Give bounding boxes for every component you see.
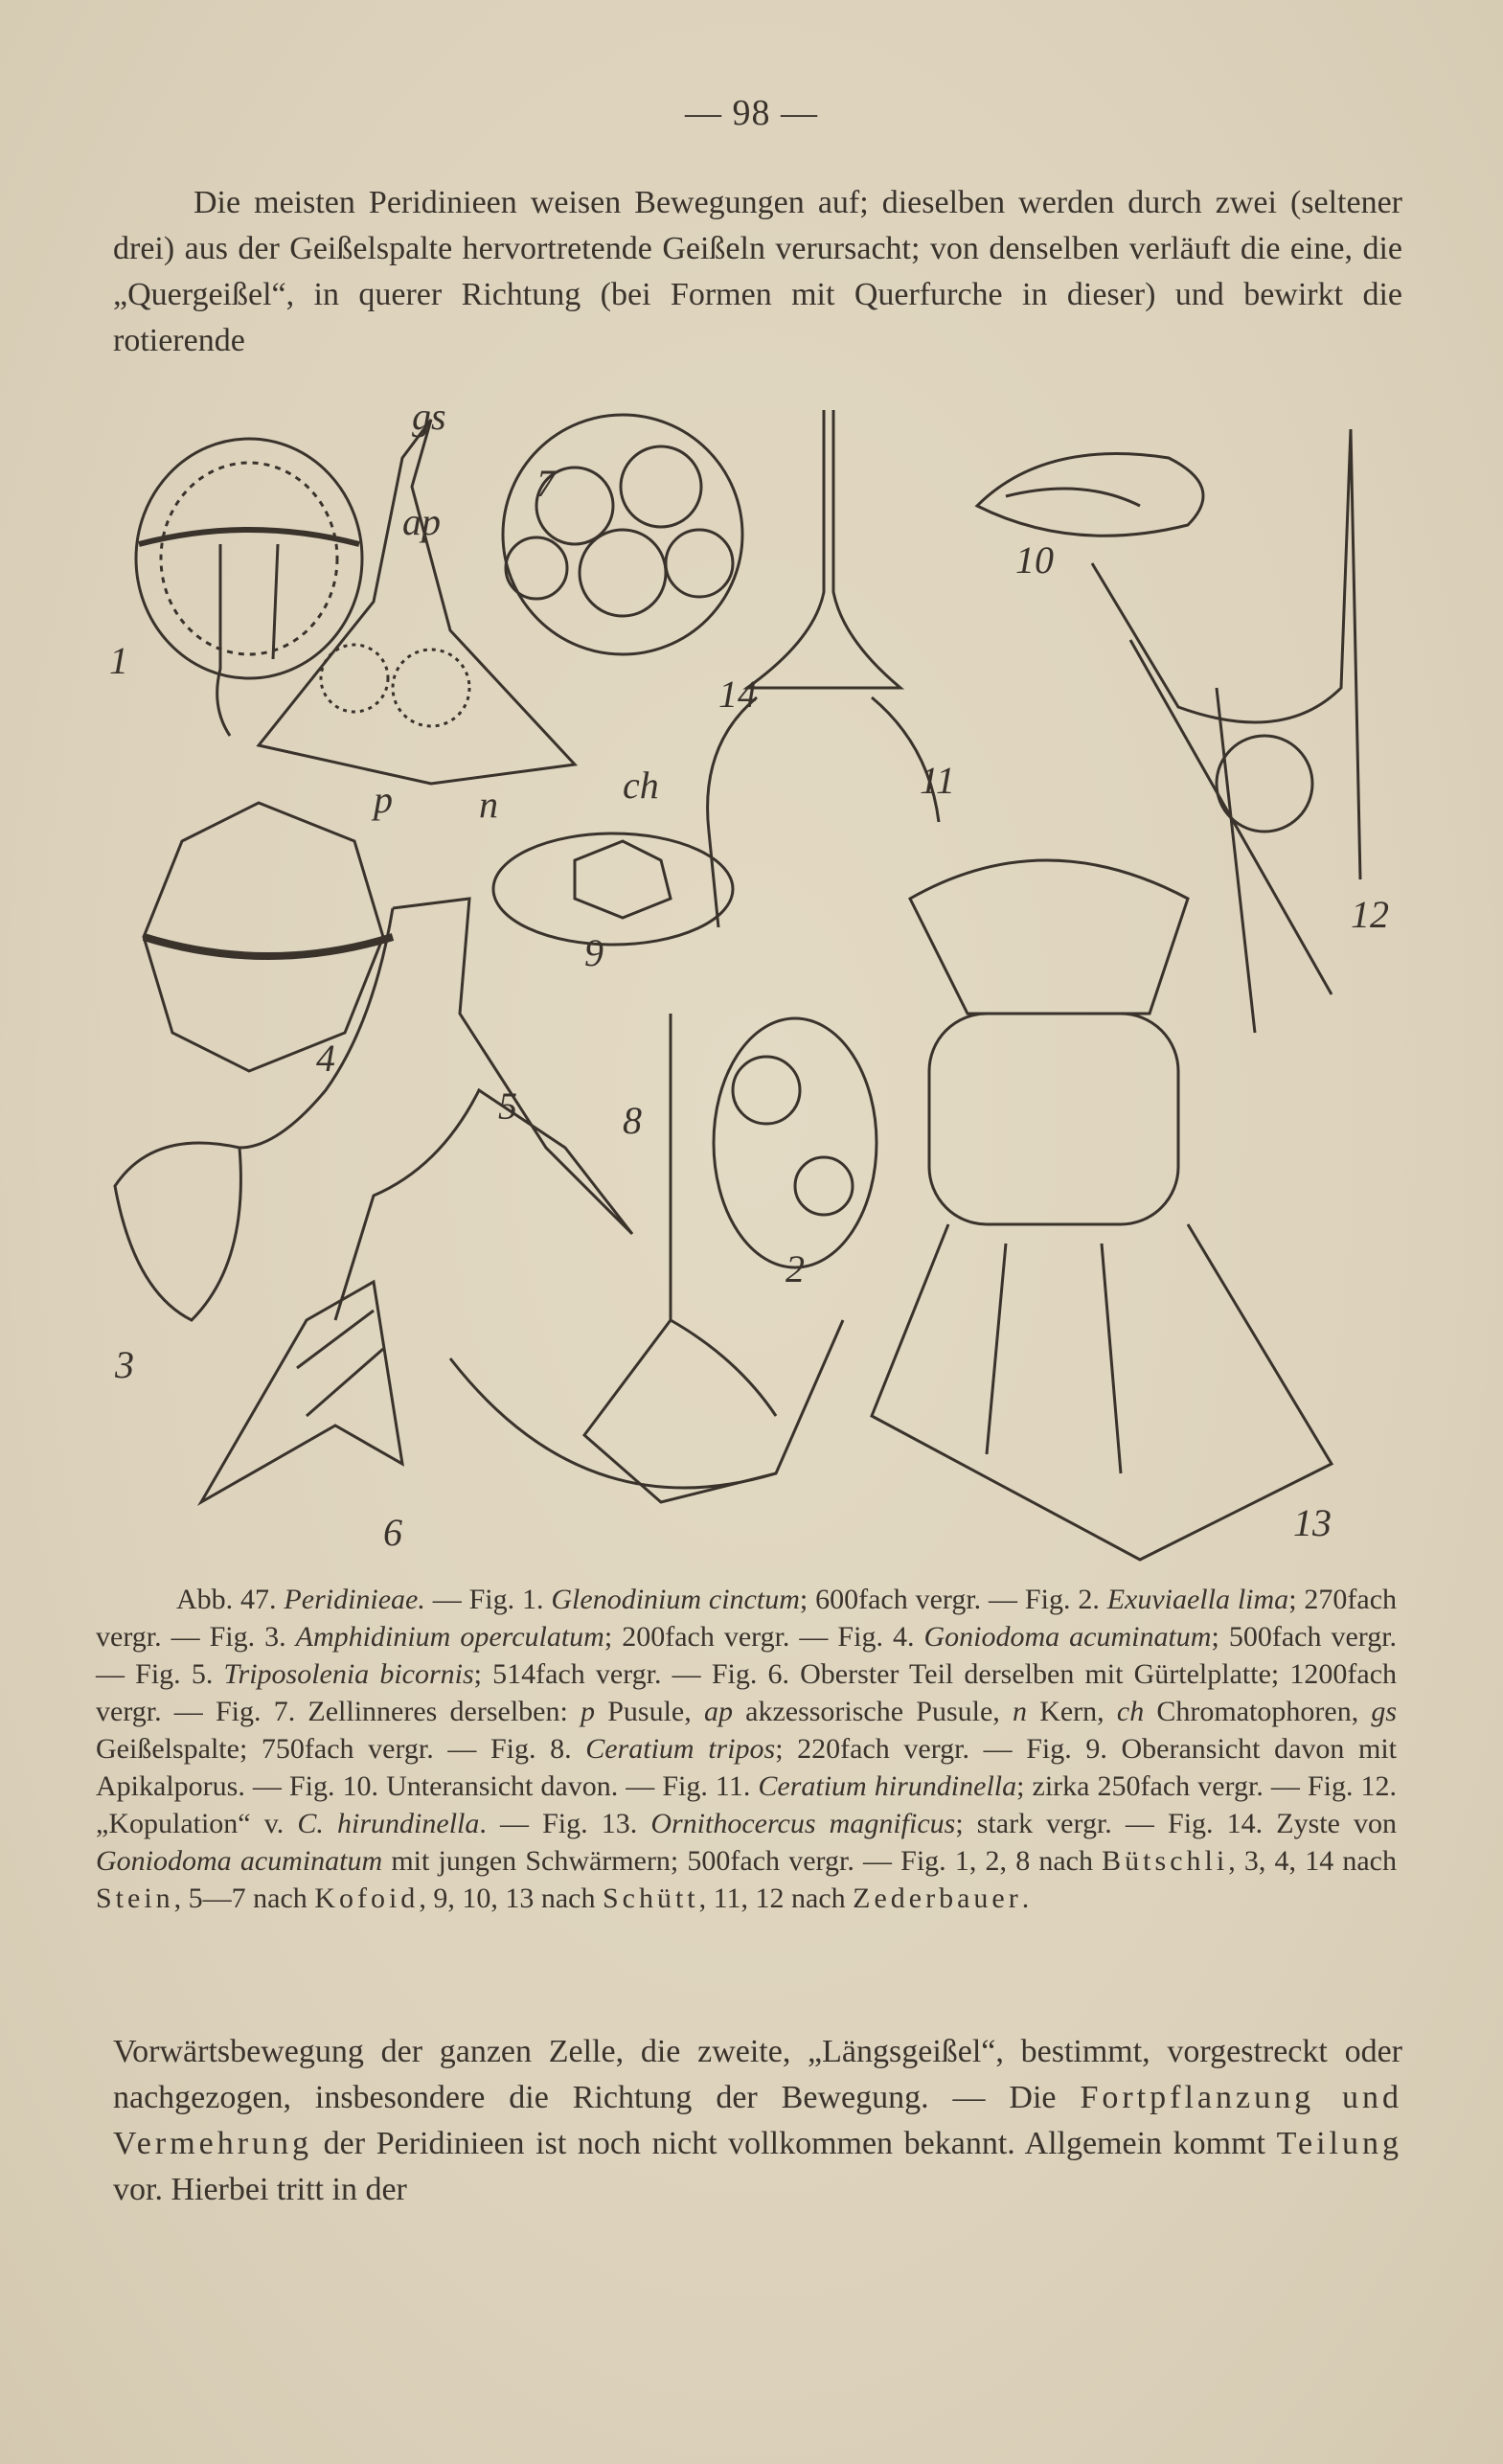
caption-text: ; 500fach vergr. — Fig. 5.	[96, 1621, 1398, 1690]
page-number: — 98 —	[685, 93, 818, 133]
emphasized-term: Teilung	[1276, 2126, 1402, 2161]
species-name: Goniodoma acuminatum	[96, 1845, 383, 1877]
species-name: Glenodinium cinctum	[551, 1584, 800, 1615]
body-text: der Peridinieen ist noch nicht vollkommen bekannt. Allgemein kommt	[323, 2126, 1265, 2161]
annotation-n: n	[479, 783, 498, 826]
caption-text: ; 270fach vergr. — Fig. 3.	[96, 1584, 1398, 1653]
fig-label-1: 1	[109, 639, 128, 682]
caption-title: Peridinieae.	[284, 1584, 425, 1615]
fig-2-exuviaella-drawing	[714, 1018, 877, 1267]
caption-text: ; 200fach vergr. — Fig. 4.	[603, 1621, 915, 1653]
species-name: Ornithocercus magnificus	[650, 1808, 956, 1839]
fig-label-11: 11	[920, 759, 956, 802]
annotation-ap: ap	[402, 500, 441, 543]
fig-12-drawing	[1092, 429, 1360, 1033]
caption-text: , 3, 4, 14 nach	[1228, 1845, 1397, 1877]
caption-text: ; zirka 250fach vergr. — Fig. 12. „Kopulation“ v.	[96, 1770, 1398, 1839]
author-name: Zederbauer	[853, 1882, 1022, 1914]
caption-text: akzessorische Pusule,	[745, 1696, 1000, 1727]
fig-4-goniodoma-drawing	[144, 803, 393, 1071]
fig-label-13: 13	[1293, 1501, 1332, 1544]
caption-text: Geißelspalte; 750fach vergr. — Fig. 8.	[96, 1733, 572, 1765]
dinoflagellate-illustrations	[86, 400, 1418, 1579]
author-name: Bütschli	[1102, 1845, 1229, 1877]
figure-plate	[86, 400, 1418, 1579]
fig-5-triposolenia-drawing	[239, 899, 632, 1320]
species-name: Ceratium tripos	[585, 1733, 776, 1765]
figure-caption	[96, 1581, 1397, 1917]
species-name: Triposolenia bicornis	[223, 1658, 474, 1690]
symbol: ch	[1116, 1696, 1145, 1727]
caption-text: mit jungen Schwärmern; 500fach vergr. — Fig. 1, 2, 8 nach	[391, 1845, 1093, 1877]
fig-label-3: 3	[115, 1343, 134, 1386]
author-name: Stein	[96, 1882, 174, 1914]
fig-label-9: 9	[584, 931, 603, 974]
symbol: ap	[703, 1696, 733, 1727]
caption-text: , 5—7 nach	[173, 1882, 307, 1914]
fig-11-ceratium-drawing	[708, 410, 939, 927]
caption-text: .	[1021, 1882, 1030, 1914]
body-text: Vorwärtsbewegung der ganzen Zelle, die zweite, „Längsgeißel“, bestimmt, vorgestreckt oder nachgezogen, insbesondere die Richtung der Bewegung. — Die	[113, 2034, 1402, 2115]
fig-13-ornithocercus-drawing	[872, 860, 1332, 1560]
caption-text: , 9, 10, 13 nach	[419, 1882, 596, 1914]
fig-label-2: 2	[786, 1247, 805, 1290]
caption-text: ; 220fach vergr. — Fig. 9. Oberansicht davon mit Apikalporus. — Fig. 10. Unteransicht davon. — Fig. 11.	[96, 1733, 1398, 1802]
annotation-p: p	[374, 778, 393, 821]
top-paragraph: Die meisten Peridinieen weisen Bewegungen auf; dieselben werden durch zwei (seltener drei) aus der Geißelspalte hervortretende Geißeln verursacht; von denselben verläuft die eine, die „Quergeißel“, in querer Richtung (bei Formen mit Querfurche in dieser) und bewirkt die rotierende	[113, 185, 1402, 358]
fig-3-amphidinium-drawing	[115, 1143, 240, 1320]
fig-label-4: 4	[316, 1037, 335, 1080]
fig-label-7: 7	[536, 462, 556, 505]
fig-label-10: 10	[1015, 538, 1054, 582]
caption-text: Pusule,	[607, 1696, 692, 1727]
author-name: Schütt	[602, 1882, 699, 1914]
caption-text: — Fig. 1.	[432, 1584, 544, 1615]
fig-label-12: 12	[1351, 893, 1389, 936]
species-name: Exuviaella lima	[1106, 1584, 1289, 1615]
fig-label-14: 14	[718, 673, 757, 716]
species-name: C. hirundinella	[297, 1808, 480, 1839]
species-name: Ceratium hirundinella	[758, 1770, 1017, 1802]
fig-label-6: 6	[383, 1511, 402, 1554]
caption-text: Chromatophoren,	[1156, 1696, 1359, 1727]
fig-14-cyst-drawing	[503, 415, 742, 654]
bottom-paragraph	[113, 2029, 1402, 2213]
symbol: gs	[1371, 1696, 1398, 1727]
caption-text: ; 600fach vergr. — Fig. 2.	[799, 1584, 1100, 1615]
caption-text: ; 514fach vergr. — Fig. 6. Oberster Teil derselben mit Gürtelplatte; 1200fach vergr. — Fig. 7. Zellinneres derselben:	[96, 1658, 1398, 1727]
species-name: Goniodoma acuminatum	[923, 1621, 1212, 1653]
fig-7-cell-interior-drawing	[259, 420, 575, 784]
symbol: n	[1012, 1696, 1027, 1727]
caption-text: Kern,	[1039, 1696, 1104, 1727]
annotation-ch: ch	[623, 764, 659, 807]
caption-text: . — Fig. 13.	[479, 1808, 638, 1839]
fig-1-glenodinium-drawing	[136, 439, 362, 736]
fig-label-5: 5	[498, 1084, 517, 1128]
species-name: Amphidinium operculatum	[295, 1621, 604, 1653]
fig-10-drawing	[977, 454, 1203, 536]
body-text: vor. Hierbei tritt in der	[113, 2172, 407, 2207]
caption-text: , 11, 12 nach	[698, 1882, 846, 1914]
fig-label-8: 8	[623, 1099, 642, 1142]
fig-9-drawing	[493, 833, 733, 945]
author-name: Kofoid	[314, 1882, 420, 1914]
caption-text: ; stark vergr. — Fig. 14. Zyste von	[955, 1808, 1398, 1839]
fig-6-drawing	[201, 1282, 402, 1502]
symbol: p	[581, 1696, 596, 1727]
annotation-gs: gs	[412, 400, 446, 438]
caption-abb: Abb. 47.	[176, 1584, 277, 1615]
emphasized-term: Fortpflanzung und Vermehrung	[113, 2080, 1402, 2161]
